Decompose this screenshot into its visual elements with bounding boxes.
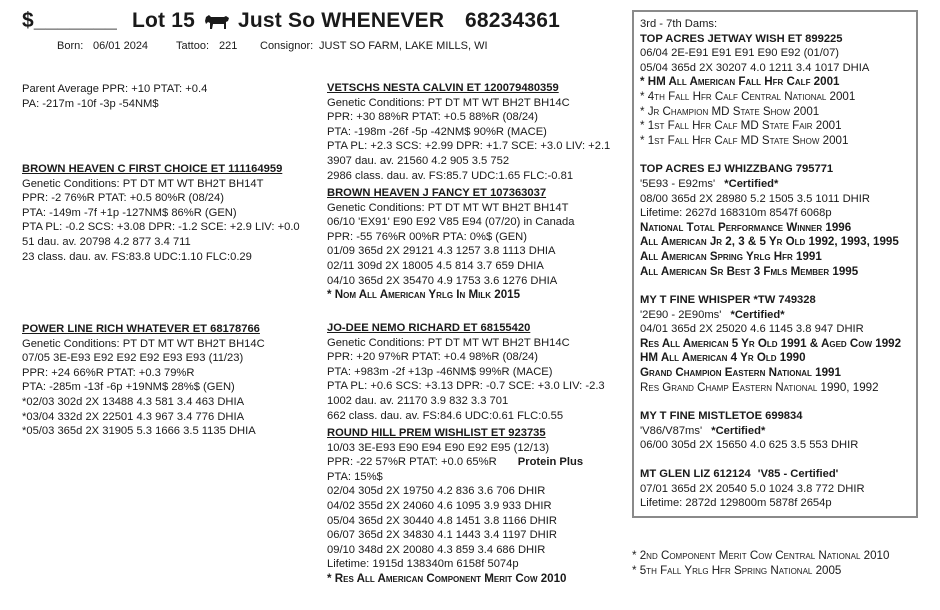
sixth-dam-score: 'V86/V87ms': [640, 424, 703, 437]
sires-dam-block: [327, 186, 574, 303]
sires-dam-line: Genetic Conditions: PT DT MT WT BH2T BH14T: [327, 201, 569, 214]
fourth-dam-score: '5E93 - E92ms': [640, 177, 716, 190]
fifth-dam-name: MY T FINE WHISPER *TW 749328: [640, 294, 816, 307]
dam-line: 07/05 3E-E93 E92 E92 E92 E93 E93 (11/23): [22, 352, 244, 365]
dams-sire-line: PTA: +983m -2f +13p -46NM$ 99%R (MACE): [327, 365, 553, 378]
third-dam-name: TOP ACRES JETWAY WISH ET 899225: [640, 32, 843, 45]
dams-sire-line: 1002 dau. av. 21170 3.9 832 3.3 701: [327, 394, 509, 407]
dams-sire-line: PTA PL: +0.6 SCS: +3.13 DPR: -0.7 SCE: +3.0 LIV: -2.3: [327, 380, 605, 393]
dam-block: [22, 322, 265, 439]
sire-block: [22, 162, 300, 264]
third-dam-award: * Jr Champion MD State Show 2001: [640, 104, 820, 118]
parent-average-ppr: Parent Average PPR: +10 PTAT: +0.4: [22, 83, 208, 95]
fifth-dam-award: Res Grand Champ Eastern National 1990, 1992: [640, 380, 879, 394]
sires-dam-name: BROWN HEAVEN J FANCY ET 107363037: [327, 187, 547, 199]
born-label: Born:: [57, 40, 84, 52]
parent-average-pa: PA: -217m -10f -3p -54NM$: [22, 97, 159, 110]
fifth-dam-score-row: [640, 308, 901, 323]
fifth-dam-score: '2E90 - 2E90ms': [640, 308, 722, 321]
footnote: * 2nd Component Merit Cow Central National 2010: [632, 549, 890, 562]
dams-dam-record: 02/04 305d 2X 19750 4.2 836 3.6 706 DHIR: [327, 485, 546, 498]
third-dam-award: * HM All American Fall Hfr Calf 2001: [640, 75, 840, 89]
dams-dam-line: 10/03 3E-E93 E90 E94 E90 E92 E95 (12/13): [327, 441, 550, 454]
dams-dam-name: ROUND HILL PREM WISHLIST ET 923735: [327, 427, 546, 439]
dam-name: POWER LINE RICH WHATEVER ET 68178766: [22, 323, 260, 335]
fifth-dam-award: Res All American 5 Yr Old 1991 & Aged Cow 1992: [640, 336, 902, 350]
sires-sire-line: PPR: +30 88%R PTAT: +0.5 88%R (08/24): [327, 111, 539, 124]
dam-line: Genetic Conditions: PT DT MT WT BH2T BH14C: [22, 337, 265, 350]
dam-record: *05/03 365d 2X 31905 5.3 1666 3.5 1135 DHIA: [22, 425, 256, 438]
third-dam-line: 05/04 365d 2X 30207 4.0 1211 3.4 1017 DHIA: [640, 61, 870, 74]
consignor-value: JUST SO FARM, LAKE MILLS, WI: [319, 40, 488, 52]
born-date: 06/01 2024: [93, 40, 149, 52]
third-dam-line: 06/04 2E-E91 E91 E91 E90 E92 (01/07): [640, 47, 840, 60]
sire-line: PPR: -2 76%R PTAT: +0.5 80%R (08/24): [22, 192, 224, 205]
sires-sire-line: 3907 dau. av. 21560 4.2 905 3.5 752: [327, 154, 510, 167]
seventh-dam-name: MT GLEN LIZ 612124: [640, 468, 751, 481]
cow-icon: [204, 12, 230, 36]
dams-dam-record: 04/02 355d 2X 24060 4.6 1095 3.9 933 DHIR: [327, 499, 552, 512]
sires-dam-award: * Nom All American Yrlg In Milk 2015: [327, 288, 521, 302]
dam-line: PTA: -285m -13f -6p +19NM$ 28%$ (GEN): [22, 381, 235, 394]
fourth-dam-score-row: [640, 177, 901, 192]
fifth-dam-line: 04/01 365d 2X 25020 4.6 1145 3.8 947 DHIR: [640, 323, 864, 336]
tattoo-value: 221: [219, 40, 238, 52]
sires-sire-line: Genetic Conditions: PT DT MT WT BH2T BH14C: [327, 96, 570, 109]
seventh-dam-score: 'V85 - Certified': [757, 468, 839, 481]
sires-dam-record: 02/11 309d 2X 18005 4.5 814 3.7 659 DHIA: [327, 259, 544, 272]
dams-sire-block: [327, 321, 605, 423]
sires-dam-record: 04/10 365d 2X 35470 4.9 1753 3.6 1276 DHIA: [327, 274, 558, 287]
lot-number: Lot 15: [132, 9, 196, 32]
fifth-dam-award: Grand Champion Eastern National 1991: [640, 366, 841, 380]
dams-dam-lifetime: Lifetime: 1915d 138340m 6158f 5074p: [327, 558, 519, 571]
seventh-dam-line: Lifetime: 2872d 129800m 5878f 2654p: [640, 497, 832, 510]
dams-dam-record: 06/07 365d 2X 34830 4.1 1443 3.4 1197 DHIR: [327, 529, 557, 542]
sixth-dam-name: MY T FINE MISTLETOE 699834: [640, 410, 803, 423]
sixth-dam-line: 06/00 305d 2X 15650 4.0 625 3.5 553 DHIR: [640, 439, 859, 452]
sire-line: PTA: -149m -7f +1p -127NM$ 86%R (GEN): [22, 206, 237, 219]
seventh-dam-heading: [640, 467, 901, 482]
sire-line: 23 class. dau. av. FS:83.8 UDC:1.10 FLC:0.29: [22, 250, 252, 263]
sire-name: BROWN HEAVEN C FIRST CHOICE ET 111164959: [22, 163, 283, 175]
dam-record: *02/03 302d 2X 13488 4.3 581 3.4 463 DHIA: [22, 395, 245, 408]
consignor-label: Consignor:: [260, 40, 314, 52]
seventh-dam-line: 07/01 365d 2X 20540 5.0 1024 3.8 772 DHIR: [640, 482, 865, 495]
fourth-dam-award: All American Spring Yrlg Hfr 1991: [640, 249, 822, 263]
dams-dam-record: 09/10 348d 2X 20080 4.3 859 3.4 686 DHIR: [327, 543, 546, 556]
fourth-dam-certified: *Certified*: [724, 177, 779, 190]
fourth-dam-award: All American Jr 2, 3 & 5 Yr Old 1992, 1993, 1995: [640, 235, 899, 249]
dams-box-content: [640, 17, 901, 511]
sixth-dam-score-row: [640, 424, 901, 439]
sire-line: Genetic Conditions: PT DT MT WT BH2T BH14T: [22, 177, 264, 190]
parent-average: [22, 82, 207, 111]
dam-line: PPR: +24 66%R PTAT: +0.3 79%R: [22, 366, 195, 379]
third-dam-award: * 4th Fall Hfr Calf Central National 2001: [640, 89, 856, 103]
sires-dam-record: 01/09 365d 2X 29121 4.3 1257 3.8 1113 DHIA: [327, 245, 556, 258]
footnotes: [632, 549, 889, 578]
dams-dam-line: PTA: 15%$: [327, 470, 383, 483]
dams-dam-ppr-row: [327, 455, 583, 470]
sires-dam-line: 06/10 'EX91' E90 E92 V85 E94 (07/20) in Canada: [327, 216, 575, 229]
sires-sire-line: PTA: -198m -26f -5p -42NM$ 90%R (MACE): [327, 125, 547, 138]
sixth-dam-certified: *Certified*: [711, 424, 766, 437]
price-blank: $_______: [22, 9, 118, 32]
dams-sire-line: Genetic Conditions: PT DT MT WT BH2T BH14C: [327, 336, 570, 349]
fourth-dam-line: Lifetime: 2627d 168310m 8547f 6068p: [640, 207, 832, 220]
dams-dam-record: 05/04 365d 2X 30440 4.8 1451 3.8 1166 DHIR: [327, 514, 557, 527]
dams-dam-block: [327, 426, 583, 587]
sires-sire-block: [327, 81, 610, 183]
sire-line: 51 dau. av. 20798 4.2 877 3.4 711: [22, 235, 191, 248]
dams-box: [632, 10, 918, 518]
sires-sire-name: VETSCHS NESTA CALVIN ET 120079480359: [327, 82, 559, 94]
sires-sire-line: PTA PL: +2.3 SCS: +2.99 DPR: +1.7 SCE: +3.0 LIV: +2.1: [327, 140, 611, 153]
sires-dam-line: PPR: -55 76%R 00%R PTA: 0%$ (GEN): [327, 230, 527, 243]
dams-sire-name: JO-DEE NEMO RICHARD ET 68155420: [327, 322, 531, 334]
fifth-dam-award: HM All American 4 Yr Old 1990: [640, 351, 806, 365]
footnote: * 5th Fall Yrlg Hfr Spring National 2005: [632, 563, 842, 577]
fifth-dam-certified: *Certified*: [730, 308, 785, 321]
dams-box-title: 3rd - 7th Dams:: [640, 18, 718, 30]
dams-sire-line: 662 class. dau. av. FS:84.6 UDC:0.61 FLC:0.55: [327, 409, 564, 422]
tattoo-label: Tattoo:: [176, 40, 210, 52]
dam-record: *03/04 332d 2X 22501 4.3 967 3.4 776 DHIA: [22, 410, 245, 423]
third-dam-award: * 1st Fall Hfr Calf MD State Show 2001: [640, 133, 849, 147]
sires-sire-line: 2986 class. dau. av. FS:85.7 UDC:1.65 FLC:-0.81: [327, 169, 574, 182]
registration-number: 68234361: [465, 9, 561, 32]
protein-plus-badge: Protein Plus: [517, 456, 584, 469]
fourth-dam-award: All American Sr Best 3 Fmls Member 1995: [640, 264, 859, 278]
dams-dam-ppr: PPR: -22 57%R PTAT: +0.0 65%R: [327, 456, 497, 469]
fourth-dam-name: TOP ACRES EJ WHIZZBANG 795771: [640, 163, 834, 176]
sire-line: PTA PL: -0.2 SCS: +3.08 DPR: -1.2 SCE: +2.9 LIV: +0.0: [22, 221, 300, 234]
third-dam-award: * 1st Fall Hfr Calf MD State Fair 2001: [640, 119, 842, 133]
fourth-dam-award: National Total Performance Winner 1996: [640, 220, 852, 234]
fourth-dam-line: 08/00 365d 2X 28980 5.2 1505 3.5 1011 DHIR: [640, 192, 870, 205]
dams-dam-award: * Res All American Component Merit Cow 2010: [327, 571, 567, 585]
animal-name: Just So WHENEVER: [238, 9, 445, 32]
dams-sire-line: PPR: +20 97%R PTAT: +0.4 98%R (08/24): [327, 351, 539, 364]
